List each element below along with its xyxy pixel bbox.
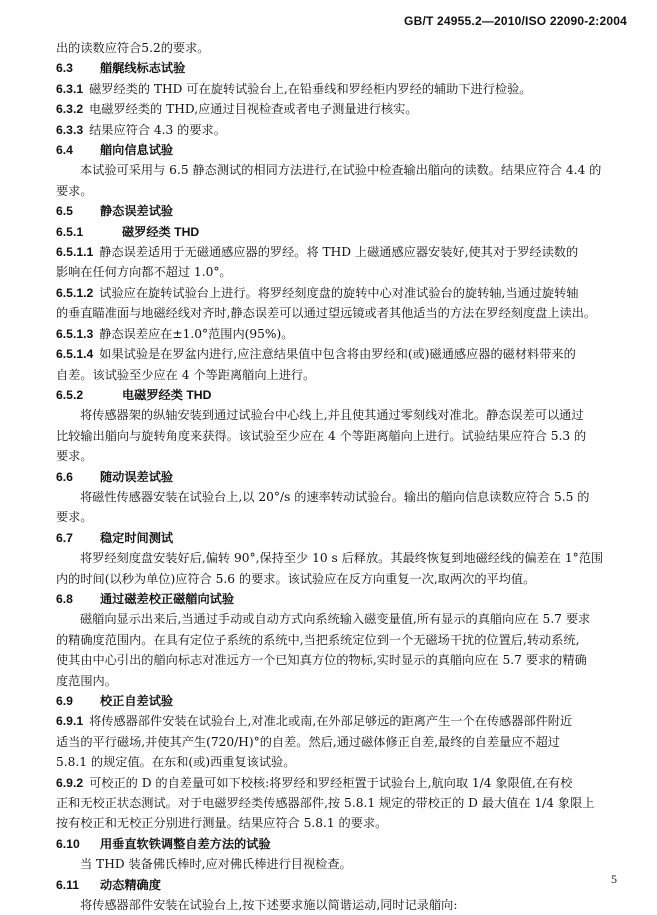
numbered-clause — [56, 773, 621, 793]
body-text-line: 使其由中心引出的艏向标志对准远方一个已知真方位的物标,实时显示的真艏向应在 5.7 要求的精确 — [56, 653, 587, 668]
section-number: 6.7 — [56, 530, 73, 545]
clause-number: 6.5.1.1 — [56, 245, 94, 260]
body-text-line: 磁艏向显示出来后,当通过手动或自动方式向系统输入磁变量值,所有显示的真艏向应在 5.7 要求 — [80, 612, 591, 627]
body-text-line: 比较输出艏向与旋转角度来获得。该试验至少应在 4 个等距离艏向上进行。试验结果应符合 5.3 的 — [56, 428, 587, 443]
body-text-line: 将传感器部件安装在试验台上,按下述要求施以简谐运动,同时记录艏向: — [80, 898, 458, 913]
clause-text: 结果应符合 4.3 的要求。 — [89, 122, 226, 137]
clause-text: 静态误差应在±1.0°范围内(95%)。 — [99, 326, 294, 341]
body-text-line: 将磁性传感器安装在试验台上,以 20°/s 的速率转动试验台。输出的艏向信息读数应符合 5.5 的 — [80, 489, 590, 504]
numbered-clause — [56, 242, 621, 262]
numbered-clause — [56, 324, 621, 344]
section-number: 6.6 — [56, 469, 73, 484]
section-title: 电磁罗经类 THD — [122, 387, 212, 402]
clause-number: 6.9.1 — [56, 714, 84, 729]
page-number: 5 — [611, 872, 617, 886]
body-text-line: 5.8.1 的规定值。在东和(或)西重复该试验。 — [56, 755, 296, 770]
section-number: 6.5.2 — [56, 387, 84, 402]
section-title: 校正自差试验 — [100, 694, 174, 708]
section-number: 6.4 — [56, 143, 73, 158]
body-text-line: 内的时间(以秒为单位)应符合 5.6 的要求。该试验应在反方向重复一次,取两次的平均值。 — [56, 571, 536, 586]
section-title: 艏艉线标志试验 — [100, 61, 186, 76]
section-heading — [56, 58, 621, 78]
standard-header: GB/T 24955.2—2010/ISO 22090-2:2004 — [404, 14, 627, 28]
section-title: 静态误差试验 — [100, 204, 174, 219]
section-heading — [56, 875, 621, 895]
body-text-line: 正和无校正状态测试。对于电磁罗经类传感器部件,按 5.8.1 规定的带校正的 D 最大值在 1/4 象限上 — [56, 796, 595, 811]
clause-text: 可校正的 D 的自差量可如下校核:将罗经和罗经柜置于试验台上,航向取 1/4 象限值,在有校 — [89, 775, 573, 790]
body-text-line: 的精确度范围内。在具有定位子系统的系统中,当把系统定位到一个无磁场干扰的位置后,转动系统, — [56, 632, 580, 647]
section-number: 6.10 — [56, 836, 80, 851]
body-text-line: 按有校正和无校正分别进行测量。结果应符合 5.8.1 的要求。 — [56, 816, 388, 831]
body-text-line: 本试验可采用与 6.5 静态测试的相同方法进行,在试验中检查输出艏向的读数。结果应符合 4.4 的 — [80, 163, 602, 178]
body-text-line: 的垂直瞄准面与地磁经线对齐时,静态误差可以通过望远镜或者其他适当的方法在罗经刻度盘上读出。 — [56, 306, 597, 321]
section-title: 通过磁差校正磁艏向试验 — [100, 591, 235, 606]
body-text-line: 当 THD 装备佛氏棒时,应对佛氏棒进行目视检查。 — [80, 857, 352, 872]
section-number: 6.11 — [56, 877, 80, 892]
section-number: 6.5 — [56, 204, 73, 219]
numbered-clause — [56, 711, 621, 731]
section-title: 磁罗经类 THD — [122, 224, 200, 239]
section-heading — [56, 385, 621, 405]
section-heading — [56, 467, 621, 487]
section-number: 6.3 — [56, 61, 73, 76]
section-title: 用垂直软铁调整自差方法的试验 — [100, 836, 271, 851]
section-number: 6.5.1 — [56, 224, 84, 239]
section-heading — [56, 222, 621, 242]
clause-number: 6.5.1.3 — [56, 326, 94, 341]
section-heading — [56, 201, 621, 221]
body-text-line: 要求。 — [56, 449, 93, 464]
body-text-line: 出的读数应符合5.2的要求。 — [56, 41, 210, 55]
section-number: 6.8 — [56, 591, 73, 606]
clause-text: 如果试验是在罗盆内进行,应注意结果值中包含将由罗经和(或)磁通感应器的磁材料带来的 — [99, 347, 576, 362]
body-text-line: 要求。 — [56, 183, 93, 198]
body-text-line: 自差。该试验至少应在 4 个等距离艏向上进行。 — [56, 367, 316, 382]
numbered-clause — [56, 79, 621, 99]
clause-number: 6.5.1.2 — [56, 285, 94, 300]
section-heading — [56, 691, 621, 711]
section-title: 随动误差试验 — [100, 469, 174, 484]
clause-number: 6.5.1.4 — [56, 347, 94, 362]
clause-text: 磁罗经类的 THD 可在旋转试验台上,在铅垂线和罗经柜内罗经的辅助下进行检验。 — [89, 81, 532, 96]
clause-text: 电磁罗经类的 THD,应通过目视检查或者电子测量进行核实。 — [89, 102, 418, 117]
numbered-clause — [56, 283, 621, 303]
section-number: 6.9 — [56, 694, 73, 708]
body-text-line: 适当的平行磁场,并使其产生(720/H)°的自差。然后,通过磁体修正自差,最终的自差量应不超过 — [56, 734, 560, 749]
numbered-clause — [56, 344, 621, 364]
body-text-line: 将传感器架的纵轴安装到通过试验台中心线上,并且使其通过零刻线对准北。静态误差可以通过 — [80, 408, 584, 423]
section-heading — [56, 589, 621, 609]
clause-number: 6.3.1 — [56, 81, 84, 96]
body-text-line: 将罗经刻度盘安装好后,偏转 90°,保持至少 10 s 后释放。其最终恢复到地磁经线的偏差在 1°范围 — [80, 551, 604, 566]
section-heading — [56, 140, 621, 160]
numbered-clause — [56, 120, 621, 140]
document-body — [56, 38, 621, 915]
clause-number: 6.9.2 — [56, 775, 84, 790]
body-text-line: 度范围内。 — [56, 673, 117, 688]
section-title: 动态精确度 — [100, 877, 161, 892]
clause-number: 6.3.2 — [56, 102, 84, 117]
section-heading — [56, 528, 621, 548]
clause-text: 静态误差适用于无磁通感应器的罗经。将 THD 上磁通感应器安装好,使其对于罗经读数的 — [99, 245, 579, 260]
section-title: 艏向信息试验 — [100, 143, 174, 158]
clause-text: 将传感器部件安装在试验台上,对准北或南,在外部足够远的距离产生一个在传感器部件附近 — [89, 714, 573, 729]
clause-number: 6.3.3 — [56, 122, 84, 137]
section-heading — [56, 834, 621, 854]
body-text-line: 影响在任何方向都不超过 1.0°。 — [56, 265, 232, 280]
body-text-line: 要求。 — [56, 510, 93, 525]
numbered-clause — [56, 99, 621, 119]
clause-text: 试验应在旋转试验台上进行。将罗经刻度盘的旋转中心对准试验台的旋转轴,当通过旋转轴 — [99, 285, 579, 300]
section-title: 稳定时间测试 — [100, 530, 174, 545]
